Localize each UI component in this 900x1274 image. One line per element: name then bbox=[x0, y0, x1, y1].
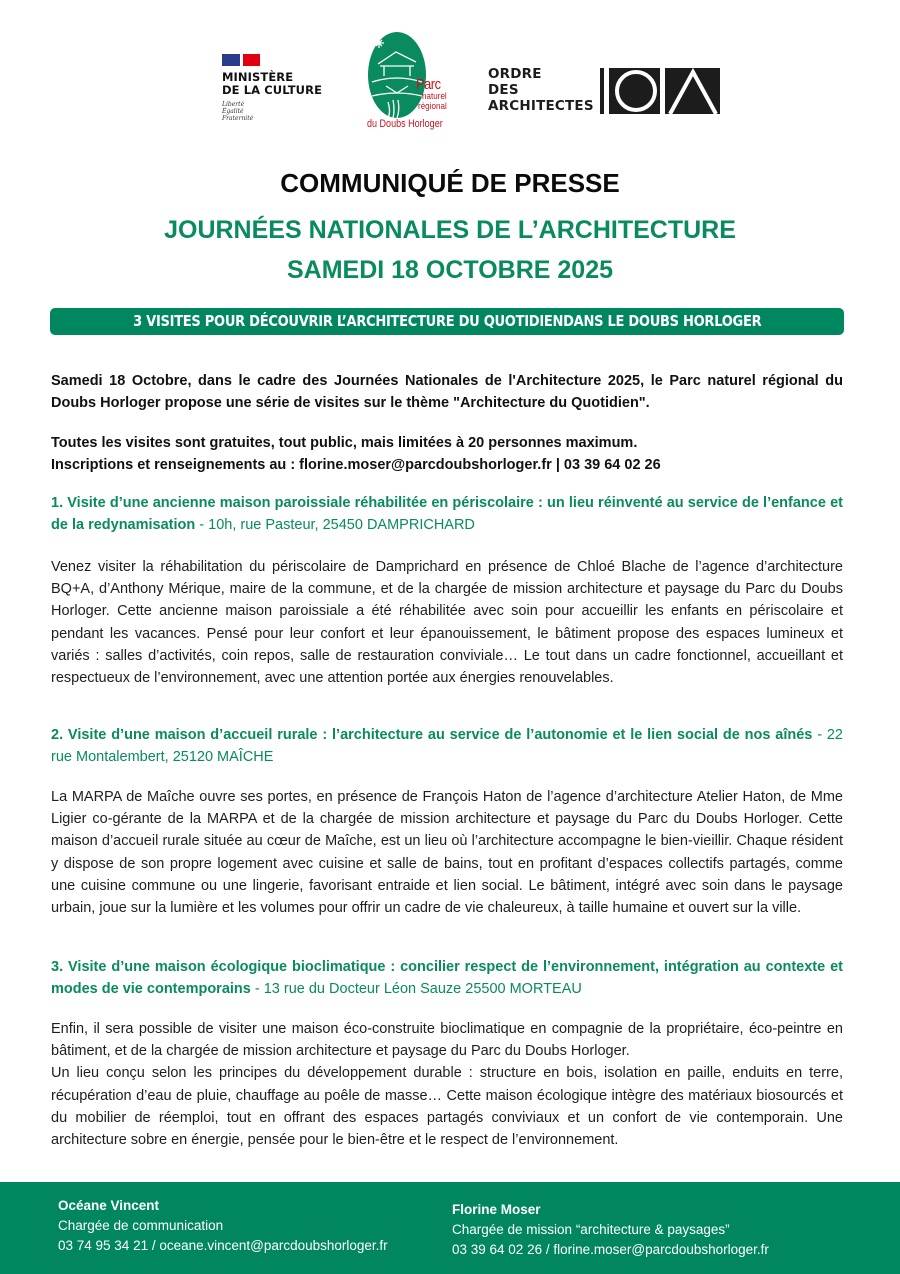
motto-liberte: Liberté bbox=[222, 101, 245, 108]
visit-2-heading bbox=[51, 724, 843, 768]
oa-line2: DES bbox=[488, 82, 519, 98]
contact-name: Océane Vincent bbox=[58, 1198, 160, 1213]
contact-name: Florine Moser bbox=[452, 1202, 541, 1217]
intro-registration: Inscriptions et renseignements au : florine.moser@parcdoubshorloger.fr | 03 39 64 02 26 bbox=[51, 457, 661, 474]
intro-free-visits: Toutes les visites sont gratuites, tout public, mais limitées à 20 personnes maximum. bbox=[51, 435, 638, 451]
ordre-architectes-logo bbox=[488, 66, 594, 114]
pnr-naturel: naturel bbox=[422, 91, 447, 102]
visit-1-title: 1. Visite d’une ancienne maison paroissiale réhabilitée en périscolaire : un lieu réinventé au service de l’enfance et de la redynamisation bbox=[51, 495, 843, 534]
visit-1-heading bbox=[51, 492, 843, 536]
visit-3-body-1: Enfin, il sera possible de visiter une maison éco-construite bioclimatique en compagnie de la propriétaire, éco-peintre en bâtiment, et de la chargée de mission architecture et paysage du Parc du Doubs Horloger. bbox=[51, 1021, 843, 1060]
visit-2-body: La MARPA de Maîche ouvre ses portes, en présence de François Haton de l’agence d’architecture Atelier Haton, de Mme Ligier co-gérante de la MARPA et de la chargée de mission architecture et paysage du Parc du Doubs Horloger. Cette maison d’accueil rurale située au cœur de Maîche, est un lieu où l’architecture accompagne le bien-vieillir. Chaque résident y dispose de son propre logement avec cuisine et salle de bains, tout en profitant d’espaces collectifs partagés, comme une cuisine commune ou une lingerie, favorisant entraide et lien social. Le bâtiment, intégré avec soin dans le paysage urbain, joue sur la lumière et les volumes pour offrir un cadre de vie chaleureux, à taille humaine et ouvert sur la ville. bbox=[51, 789, 843, 917]
section-banner bbox=[50, 308, 844, 335]
visit-3-heading bbox=[51, 956, 843, 1000]
visit-3-title: 3. Visite d’une maison écologique bioclimatique : concilier respect de l’environnement, intégration au contexte et modes de vie contemporains bbox=[51, 959, 843, 998]
visit-3-body bbox=[51, 1018, 843, 1151]
pnr-parc-text: Parc bbox=[416, 76, 441, 93]
contact-florine-moser bbox=[452, 1200, 769, 1260]
contact-role: Chargée de mission “architecture & paysages” bbox=[452, 1222, 730, 1237]
visit-1-body: Venez visiter la réhabilitation du périscolaire de Damprichard en présence de Chloé Blache de l’agence d’architecture BQ+A, d’Anthony Mérique, maire de la commune, et de la chargée de mission architecture et paysage du Parc du Doubs Horloger. Cette ancienne maison paroissiale a été réhabilitée avec soin pour accueillir les enfants en périscolaire et pendant les vacances. Pensé pour leur confort et leur épanouissement, le bâtiment propose des espaces lumineux et variés : salles d’activités, coin repos, salle de restauration conviviale… Le tout dans un cadre fonctionnel, accueillant et respectueux de l’environnement, avec une attention portée aux énergies renouvelables. bbox=[51, 559, 843, 687]
visit-3-address: - 13 rue du Docteur Léon Sauze 25500 MORTEAU bbox=[250, 981, 582, 998]
motto-fraternite: Fraternité bbox=[222, 115, 254, 122]
pnr-doubs-text: du Doubs Horloger bbox=[367, 118, 443, 130]
event-date: SAMEDI 18 OCTOBRE 2025 bbox=[286, 256, 614, 284]
visit-1-address: - 10h, rue Pasteur, 25450 DAMPRICHARD bbox=[195, 517, 475, 534]
motto-egalite: Égalité bbox=[222, 108, 244, 115]
event-title: JOURNÉES NATIONALES DE L’ARCHITECTURE bbox=[164, 216, 736, 244]
pnr-regional: régional bbox=[418, 101, 447, 112]
oa-line3: ARCHITECTES bbox=[488, 98, 594, 114]
banner-text: 3 VISITES POUR DÉCOUVRIR L’ARCHITECTURE DU QUOTIDIENDANS LE DOUBS HORLOGER bbox=[132, 312, 762, 330]
oa-line1: ORDRE bbox=[488, 66, 542, 82]
logo-strip bbox=[0, 28, 900, 138]
page-title: COMMUNIQUÉ DE PRESSE bbox=[280, 168, 620, 198]
marianne-flag-icon bbox=[222, 54, 260, 66]
contact-footer bbox=[0, 1182, 900, 1274]
ministere-line2: DE LA CULTURE bbox=[222, 83, 323, 97]
intro-text: Samedi 18 Octobre, dans le cadre des Journées Nationales de l'Architecture 2025, le Parc naturel régional du Doubs Horloger propose une série de visites sur le thème "Architecture du Quotidien". bbox=[51, 373, 843, 412]
intro-info bbox=[51, 432, 843, 476]
contact-oceane-vincent bbox=[58, 1196, 388, 1256]
contact-details: 03 39 64 02 26 / florine.moser@parcdoubshorloger.fr bbox=[452, 1242, 769, 1257]
pnr-doubs-horloger-logo bbox=[360, 28, 455, 138]
intro-paragraph bbox=[51, 370, 843, 414]
ministere-culture-logo bbox=[222, 54, 342, 122]
visit-3-body-2: Un lieu conçu selon les principes du développement durable : structure en bois, isolation en paille, enduits en terre, récupération d’eau de pluie, chauffage au poêle de masse… Cette maison écologique intègre des matériaux biosourcés et du mobilier de réemploi, tout en offrant des espaces partagés conviviaux et un confort de vie contemporain. Une architecture sobre en énergie, pensée pour le bien-être et le respect de l’environnement. bbox=[51, 1065, 843, 1149]
ministere-motto bbox=[222, 101, 342, 122]
oa-emblem-icon bbox=[600, 68, 720, 114]
visit-2-title: 2. Visite d’une maison d’accueil rurale : l’architecture au service de l’autonomie et le lien social de nos aînés bbox=[51, 727, 813, 743]
visit-2-address: - 22 rue Montalembert, 25120 MAÎCHE bbox=[51, 727, 843, 766]
ministere-line1: MINISTÈRE bbox=[222, 70, 294, 84]
contact-role: Chargée de communication bbox=[58, 1218, 224, 1233]
contact-details: 03 74 95 34 21 / oceane.vincent@parcdoubshorloger.fr bbox=[58, 1238, 388, 1253]
pnr-naturel-regional bbox=[418, 92, 447, 112]
